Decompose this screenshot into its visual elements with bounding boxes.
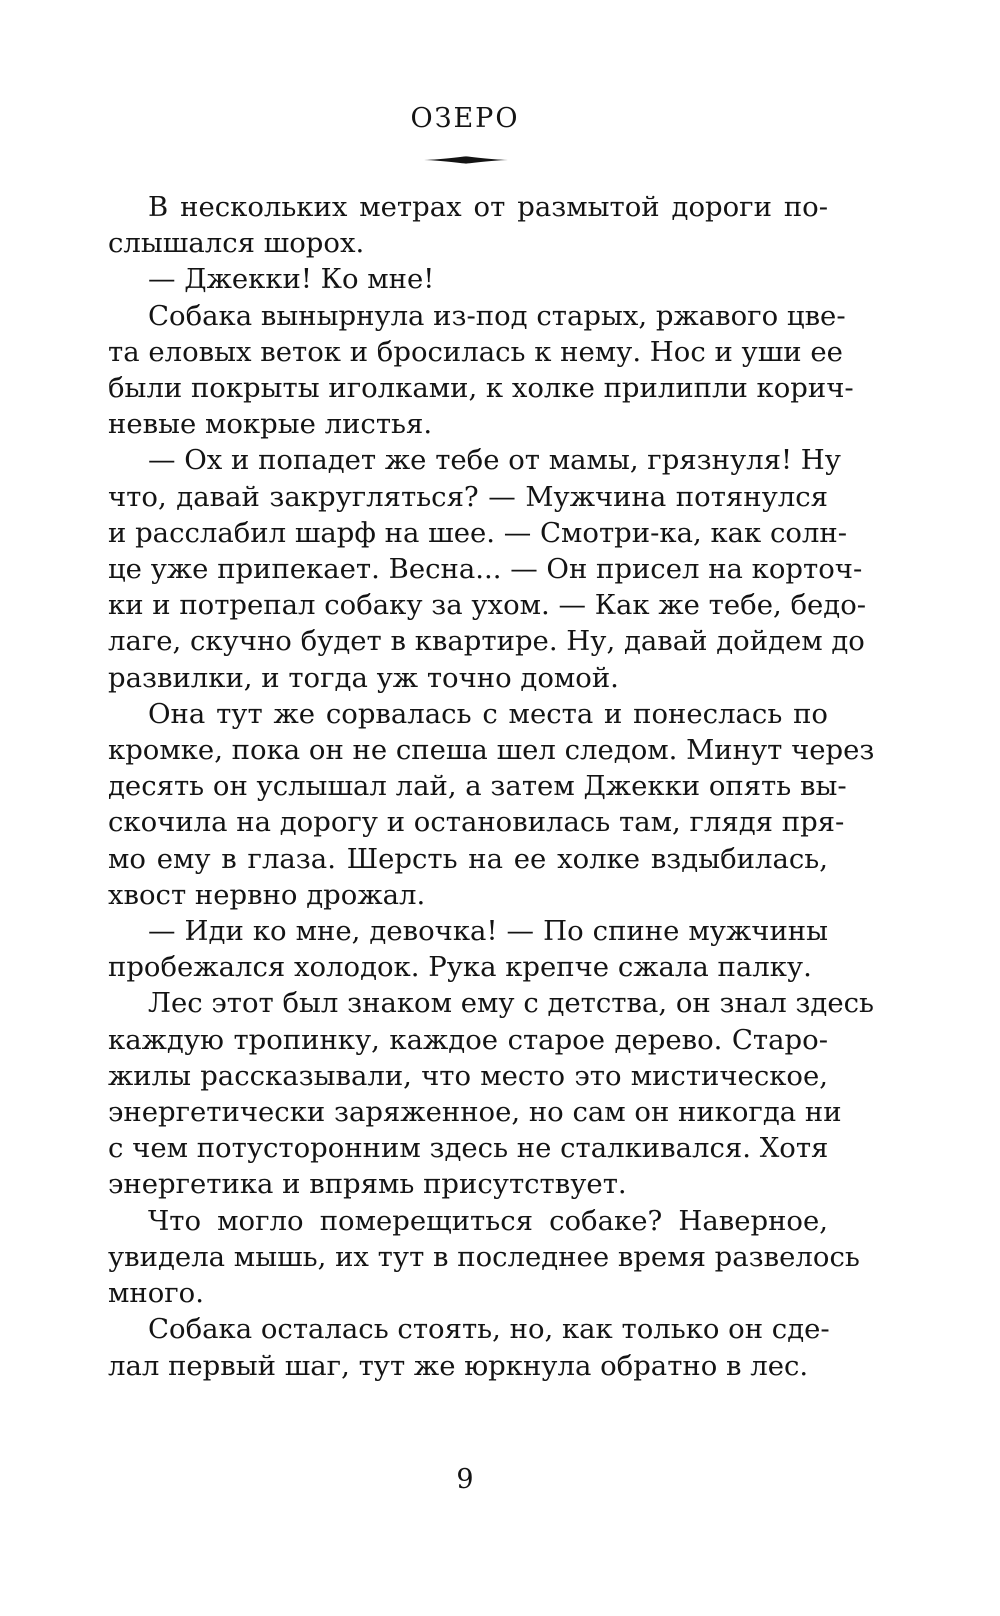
text-line: лаге, скучно будет в квартире. Ну, давай дойдем до [108,625,865,658]
text-line: Собака вынырнула из-под старых, ржавого цве- [148,299,846,332]
text-line: — Иди ко мне, девочка! — По спине мужчины [148,915,828,948]
text-line: та еловых веток и бросилась к нему. Нос и уши ее [108,335,843,368]
text-line: скочила на дорогу и остановилась там, глядя пря- [108,806,845,839]
text-line: лал первый шаг, тут же юркнула обратно в лес. [108,1349,809,1382]
text-line: Лес этот был знаком ему с детства, он знал здесь [148,987,875,1020]
body-text [108,189,875,1384]
text-line: В нескольких метрах от размытой дороги по- [148,191,828,223]
text-line: невые мокрые листья. [108,408,433,441]
text-line: жилы рассказывали, что место это мистическое, [108,1059,828,1092]
text-line: пробежался холодок. Рука крепче сжала палку. [108,951,812,984]
text-line: Что могло померещиться собаке? Наверное, [148,1204,828,1237]
text-line: мо ему в глаза. Шерсть на ее холке вздыбилась, [108,842,828,875]
text-line: развилки, и тогда уж точно домой. [108,661,619,694]
text-line: энергетика и впрямь присутствует. [108,1168,627,1201]
text-line: слышался шорох. [108,227,365,260]
text-line: что, давай закругляться? — Мужчина потянулся [108,480,828,513]
text-line: с чем потусторонним здесь не сталкивался. Хотя [108,1132,829,1165]
text-line: и расслабил шарф на шее. — Смотри-ка, как солн- [108,516,848,549]
chapter-title: ОЗЕРО [410,103,520,134]
text-line: — Джекки! Ко мне! [148,263,435,296]
text-line: ки и потрепал собаку за ухом. — Как же тебе, бедо- [108,589,867,622]
text-line: были покрыты иголками, к холке прилипли корич- [108,372,854,405]
text-line: Собака осталась стоять, но, как только он сде- [148,1313,830,1346]
text-line: энергетически заряженное, но сам он никогда ни [108,1096,842,1129]
text-line: — Ох и попадет же тебе от мамы, грязнуля! Ну [148,444,841,477]
text-line: каждую тропинку, каждое старое дерево. Старо- [108,1023,828,1056]
divider-ornament-icon [424,155,508,165]
page-number: 9 [456,1464,474,1495]
text-line: увидела мышь, их тут в последнее время развелось [108,1240,860,1273]
text-line: це уже припекает. Весна... — Он присел на корточ- [108,553,863,586]
text-line: десять он услышал лай, а затем Джекки опять вы- [108,770,847,803]
text-line: кромке, пока он не спеша шел следом. Минут через [108,734,875,767]
text-line: много. [108,1277,204,1310]
text-line: Она тут же сорвалась с места и понеслась по [148,697,828,730]
text-line: хвост нервно дрожал. [108,878,426,911]
